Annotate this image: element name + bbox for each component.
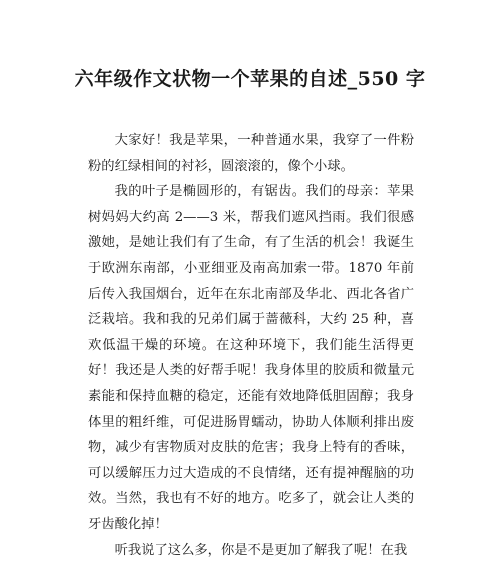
paragraph-closing: 听我说了这么多，你是不是更加了解我了呢！在我 xyxy=(114,542,408,558)
paragraph-main: 我的叶子是椭圆形的，有锯齿。我们的母亲：苹果树妈妈大约高 2——3 米，帮我们遮风挡雨。我们很感激她，是她让我们有了生命，有了生活的机会！我诞生于欧洲东南部，小亚细亚及南高加索一带。1870 年前后传入我国烟台，近年在东北南部及华北、西北各省广泛栽培。我和我的兄弟们属于蔷薇科，大约 25 种，喜欢低温干燥的环境。在这种环境下，我们能生活得更好！我还是人类的好帮手呢！我身体里的胶质和微量元素能和保持血糖的稳定，还能有效地降低胆固醇；我身体里的粗纤维，可促进肠胃蠕动，协助人体顺利排出废物，减少有害物质对皮肤的危害；我身上特有的香味，可以缓解压力过大造成的不良情绪，还有提神醒脑的功效。当然，我也有不好的地方。吃多了，就会让人类的牙齿酸化掉！ xyxy=(88,184,414,532)
paragraph-intro: 大家好！我是苹果，一种普通水果，我穿了一件粉粉的红绿相间的衬衫，圆滚滚的，像个小球。 xyxy=(88,133,414,174)
document-body xyxy=(88,128,414,563)
document-title: 六年级作文状物一个苹果的自述_550 字 xyxy=(74,68,426,90)
